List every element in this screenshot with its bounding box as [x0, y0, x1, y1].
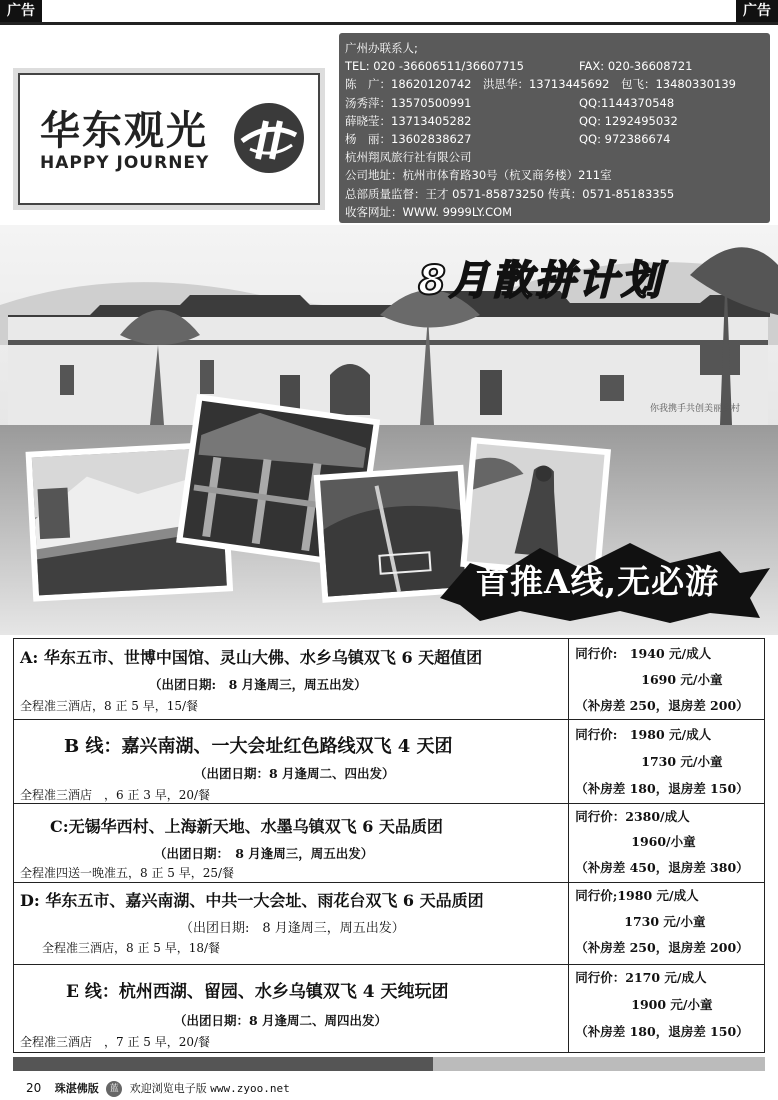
price-adult: 同行价: 1940 元/成人 [575, 646, 712, 661]
logo-chinese-name: 华东观光 [40, 108, 208, 154]
contact-line: 汤秀萍：13570500991 QQ:1144370548 [345, 95, 675, 110]
logo-emblem-icon [232, 101, 306, 175]
price-room-diff: （补房差 450，退房差 380） [575, 860, 749, 875]
tour-table [13, 638, 765, 1053]
contact-info-panel [339, 33, 770, 223]
company-logo [18, 73, 320, 205]
contact-line: 杭州翔凤旅行社有限公司 [345, 150, 472, 165]
tour-row-d [14, 883, 765, 965]
logo-english-name: HAPPY JOURNEY [40, 153, 210, 173]
tour-title: C:无锡华西村、上海新天地、水墨乌镇双飞 6 天品质团 [50, 817, 443, 836]
price-room-diff: （补房差 250，退房差 200） [575, 940, 749, 955]
tour-date: （出团日期: 8 月逢周三，周五出发） [180, 921, 405, 936]
price-child: 1730 元/小童 [624, 914, 706, 929]
tour-title: D: 华东五市、嘉兴南湖、中共一大会址、雨花台双飞 6 天品质团 [20, 891, 484, 910]
price-child: 1690 元/小童 [641, 672, 723, 687]
price-room-diff: （补房差 250，退房差 200） [575, 698, 749, 713]
tour-title: E 线：杭州西湖、留园、水乡乌镇双飞 4 天纯玩团 [66, 982, 449, 1002]
slogan-text: 首推A线,无必游 [476, 562, 720, 601]
tour-hotel: 全程准三酒店，8 正 5 早，18/餐 [42, 941, 221, 955]
tour-price [569, 965, 765, 1053]
top-rule [0, 22, 778, 25]
tour-title: A: 华东五市、世博中国馆、灵山大佛、水乡乌镇双飞 6 天超值团 [20, 648, 483, 667]
plan-title: 8月散拼计划 [418, 258, 664, 304]
tour-date: （出团日期：8 月逢周二、周四出发） [174, 1013, 388, 1028]
tour-info [14, 639, 569, 720]
ad-label-right: 广告 [736, 0, 778, 22]
contact-line: TEL: 020 -36606511/36607715 FAX: 020-36608721 [345, 59, 693, 74]
price-child: 1900 元/小童 [631, 997, 713, 1012]
tour-price [569, 883, 765, 965]
tour-price [569, 804, 765, 883]
ad-label-left: 广告 [0, 0, 42, 22]
contact-line: 收客网址：WWW. 9999LY.COM [345, 204, 513, 219]
tour-info [14, 720, 569, 804]
contact-line: 公司地址：杭州市体育路30号（杭叉商务楼）211室 [345, 168, 612, 183]
price-adult: 同行价：2380/成人 [575, 809, 690, 824]
price-room-diff: （补房差 180，退房差 150） [575, 781, 749, 796]
tour-hotel: 全程准三酒店，8 正 5 早，15/餐 [20, 699, 199, 713]
contact-line: 陈 广：18620120742 洪思华：13713445692 包飞：13480330139 [345, 77, 736, 92]
price-adult: 同行价;1980 元/成人 [575, 888, 699, 903]
contact-line: 总部质量监督：王才 0571-85873250 传真：0571-85183355 [345, 186, 675, 201]
tour-row-c [14, 804, 765, 883]
tour-info [14, 883, 569, 965]
contact-line: 广州办联系人; [345, 41, 418, 55]
price-adult: 同行价: 1980 元/成人 [575, 727, 712, 742]
tour-row-b [14, 720, 765, 804]
tour-hotel: 全程准四送一晚准五，8 正 5 早，25/餐 [20, 866, 235, 880]
price-adult: 同行价：2170 元/成人 [575, 970, 707, 985]
contact-line: 薛晓莹：13713405282 QQ: 1292495032 [345, 113, 678, 128]
page-footer [26, 1080, 290, 1097]
bottom-decor-bar [13, 1057, 765, 1071]
price-child: 1960/小童 [631, 834, 696, 849]
publication-name: 珠湛佛版 [54, 1082, 99, 1095]
page-number: 20 [26, 1081, 42, 1095]
tour-price [569, 720, 765, 804]
tour-hotel: 全程准三酒店 ，6 正 3 早，20/餐 [20, 788, 211, 802]
price-room-diff: （补房差 180，退房差 150） [575, 1024, 749, 1039]
edition-badge: 蓝 [106, 1081, 122, 1097]
tour-info [14, 965, 569, 1053]
contact-line: 杨 丽：13602838627 QQ: 972386674 [345, 131, 671, 146]
tour-row-a [14, 639, 765, 720]
welcome-text: 欢迎浏览电子版 [129, 1082, 207, 1095]
tour-title: B 线：嘉兴南湖、一大会址红色路线双飞 4 天团 [64, 736, 453, 757]
tour-date: （出团日期: 8 月逢周三，周五出发） [149, 677, 367, 692]
tour-info [14, 804, 569, 883]
tour-date: （出团日期：8 月逢周二、四出发） [194, 766, 395, 781]
photo-caption: 你我携手共创美丽乡村 [650, 404, 741, 414]
tour-row-e [14, 965, 765, 1053]
tour-date: （出团日期： 8 月逢周三，周五出发） [154, 846, 374, 861]
price-child: 1730 元/小童 [641, 754, 723, 769]
tour-price [569, 639, 765, 720]
tour-hotel: 全程准三酒店 ，7 正 5 早，20/餐 [20, 1035, 211, 1049]
website-link[interactable]: www.zyoo.net [210, 1082, 290, 1095]
